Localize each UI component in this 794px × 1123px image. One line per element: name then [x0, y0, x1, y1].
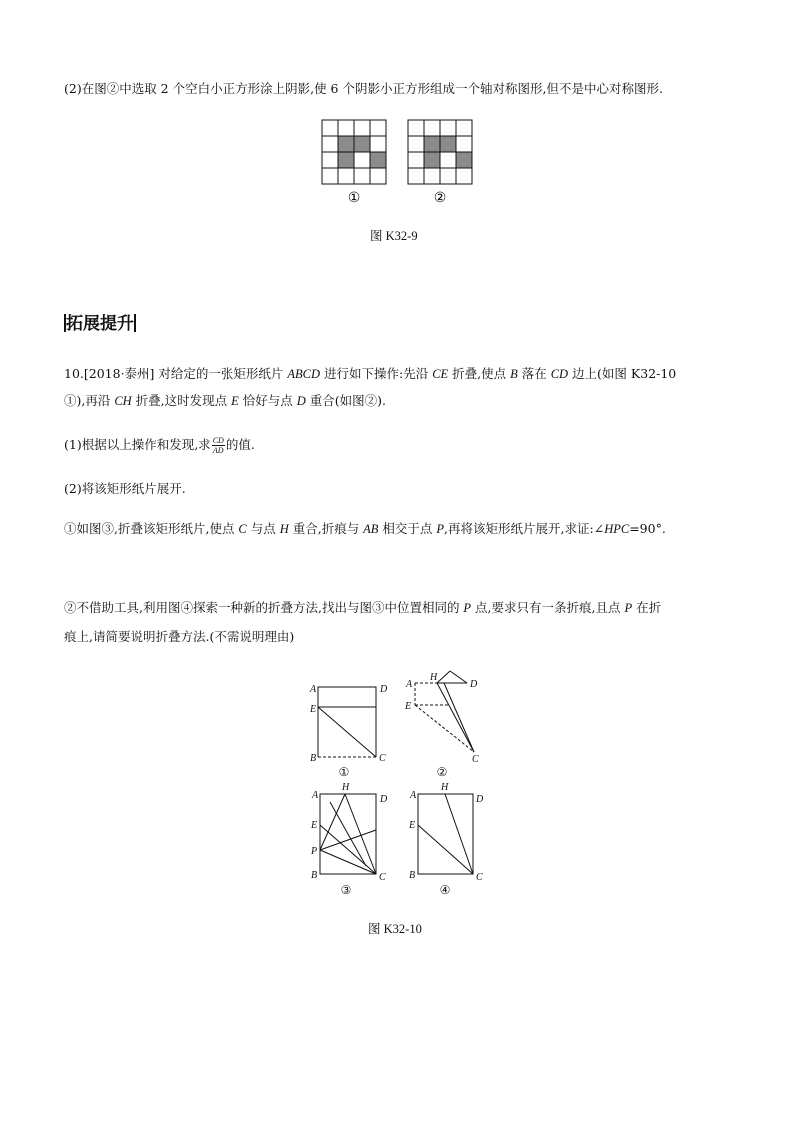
section-title: 拓展提升 [66, 314, 134, 334]
section-bar-right [134, 314, 136, 332]
q10-segment-ab: AB [363, 522, 379, 536]
fraction-cd-over-ad [212, 436, 225, 455]
shaded-cell [424, 136, 440, 152]
fig1-label-e: E [310, 704, 317, 715]
fold-figure-3 [310, 782, 388, 897]
fig2-label-c: C [472, 754, 479, 765]
q10-part1-text: (1)根据以上操作和发现,求 [64, 437, 211, 452]
q10-segment-ce: CE [432, 367, 449, 381]
fig3-label-h: H [342, 782, 350, 793]
fig2-dashed-ec [415, 705, 474, 752]
fraction-numerator: CD [212, 436, 224, 445]
fig2-label-h: H [430, 672, 438, 683]
blank-cell [440, 168, 456, 184]
blank-cell [354, 120, 370, 136]
fig4-label-e: E [409, 820, 416, 831]
blank-cell [322, 120, 338, 136]
fig2-label-e: E [405, 701, 412, 712]
q10-sub1-text: 与点 [246, 521, 280, 536]
blank-cell [456, 168, 472, 184]
q10-point-d: D [296, 394, 306, 408]
fig3-label-e: E [311, 820, 318, 831]
question-10-part-2 [64, 480, 186, 498]
q10-sub2-text: 痕上,请简要说明折叠方法.(不需说明理由) [64, 629, 295, 644]
blank-cell [408, 120, 424, 136]
blank-cell [440, 152, 456, 168]
fold-figure-1 [309, 684, 388, 779]
fig2-flap-1 [437, 671, 450, 683]
question-10-line-2 [64, 392, 386, 410]
section-heading [64, 309, 136, 334]
q10-text: 折叠,这时发现点 [131, 393, 232, 408]
blank-cell [408, 152, 424, 168]
q10-text: 折叠,使点 [448, 366, 511, 381]
fig3-label-d: D [380, 794, 388, 805]
fig1-label-d: D [380, 684, 388, 695]
q10-sub2-text: 在折 [632, 600, 662, 615]
blank-cell [456, 120, 472, 136]
shaded-cell [456, 152, 472, 168]
fig4-number: ④ [439, 883, 451, 897]
q10-sub1-text: 相交于点 [378, 521, 437, 536]
q10-text: 10.[2018·泰州] 对给定的一张矩形纸片 [64, 366, 288, 381]
blank-cell [354, 168, 370, 184]
fig4-label-a: A [410, 790, 417, 801]
shaded-cell [338, 136, 354, 152]
blank-cell [440, 120, 456, 136]
blank-cell [370, 120, 386, 136]
q10-point-c: C [238, 522, 247, 536]
blank-cell [370, 136, 386, 152]
q10-text: 落在 [517, 366, 551, 381]
q10-text: 边上(如图 K32-10 [568, 366, 677, 381]
question-10-sub-2-line-1 [64, 599, 661, 617]
q10-rect-name: ABCD [287, 367, 321, 381]
fig4-label-h: H [441, 782, 449, 793]
fig2-flap-2 [450, 671, 467, 683]
q10-sub1-text: ,再将该矩形纸片展开,求证:∠ [444, 521, 605, 536]
fig3-label-b: B [311, 870, 318, 881]
figure-k32-10 [300, 662, 500, 902]
fig2-edge-dc [444, 683, 474, 752]
q10-point-b: B [510, 367, 518, 381]
blank-cell [338, 168, 354, 184]
q10-sub2-text: ②不借助工具,利用图④探索一种新的折叠方法,找出与图③中位置相同的 [64, 600, 464, 615]
blank-cell [338, 120, 354, 136]
question-10-line-1 [64, 365, 676, 383]
q10-point-p: P [463, 601, 472, 615]
figure-caption-k32-9: 图 K32-9 [370, 229, 418, 243]
fig1-number: ① [338, 765, 350, 779]
fig1-label-c: C [379, 753, 386, 764]
fig3-number: ③ [340, 883, 352, 897]
figure-label-2: ② [433, 191, 447, 206]
question-9-part-2 [64, 80, 663, 98]
q10-point-p: P [624, 601, 633, 615]
blank-cell [354, 152, 370, 168]
blank-cell [370, 168, 386, 184]
q10-text: ①),再沿 [64, 393, 115, 408]
fig3-label-c: C [379, 872, 386, 883]
q10-text: 重合(如图②). [305, 393, 386, 408]
q10-angle-hpc: HPC [604, 522, 630, 536]
q10-point-p: P [436, 522, 445, 536]
q10-sub1-text: 重合,折痕与 [288, 521, 364, 536]
q10-sub2-text: 点,要求只有一条折痕,且点 [471, 600, 625, 615]
blank-cell [456, 136, 472, 152]
fig4-rectangle [418, 794, 473, 874]
shaded-cell [424, 152, 440, 168]
figure-caption-k32-10: 图 K32-10 [368, 922, 422, 936]
question-10-sub-1 [64, 520, 666, 538]
q10-point-e: E [231, 394, 239, 408]
fig2-label-a: A [406, 679, 413, 690]
question-10-part-1 [64, 436, 255, 455]
fig1-folded-strip [318, 687, 376, 707]
q10-sub1-text: =90°. [629, 521, 666, 536]
fold-figure-4 [408, 782, 484, 897]
blank-cell [424, 168, 440, 184]
q10-segment-cd: CD [550, 367, 569, 381]
q10-part2-text: (2)将该矩形纸片展开. [64, 481, 186, 496]
fold-figure-2 [404, 671, 479, 779]
fig2-crease-hc [437, 683, 474, 752]
shaded-cell [440, 136, 456, 152]
grid-figure-2 [408, 120, 472, 184]
q10-sub1-text: ①如图③,折叠该矩形纸片,使点 [64, 521, 239, 536]
fig1-label-a: A [310, 684, 317, 695]
fig2-label-d: D [470, 679, 478, 690]
q10-text: 恰好与点 [238, 393, 297, 408]
blank-cell [322, 168, 338, 184]
q9-part2-text: (2)在图②中选取 2 个空白小正方形涂上阴影,使 6 个阴影小正方形组成一个轴对称图形,但不是中心对称图形. [64, 81, 663, 96]
shaded-cell [370, 152, 386, 168]
blank-cell [322, 136, 338, 152]
blank-cell [408, 168, 424, 184]
fraction-denominator: AD [212, 446, 224, 455]
fig3-label-p: P [311, 846, 318, 857]
fig1-label-b: B [310, 753, 317, 764]
figure-k32-9 [318, 118, 478, 208]
q10-text: 进行如下操作:先沿 [320, 366, 433, 381]
fig2-number: ② [436, 765, 448, 779]
shaded-cell [338, 152, 354, 168]
fig1-crease-ec [318, 707, 376, 757]
grid-figure-1 [322, 120, 386, 184]
fig3-line-hc [345, 794, 376, 874]
q10-point-h: H [279, 522, 289, 536]
q10-part1-text: 的值. [225, 437, 255, 452]
question-10-sub-2-line-2 [64, 628, 294, 646]
blank-cell [408, 136, 424, 152]
fig4-label-c: C [476, 872, 483, 883]
shaded-cell [354, 136, 370, 152]
fig4-label-d: D [476, 794, 484, 805]
blank-cell [424, 120, 440, 136]
fig4-label-b: B [409, 870, 416, 881]
fig3-label-a: A [312, 790, 319, 801]
figure-label-1: ① [347, 191, 361, 206]
blank-cell [322, 152, 338, 168]
q10-segment-ch: CH [114, 394, 132, 408]
